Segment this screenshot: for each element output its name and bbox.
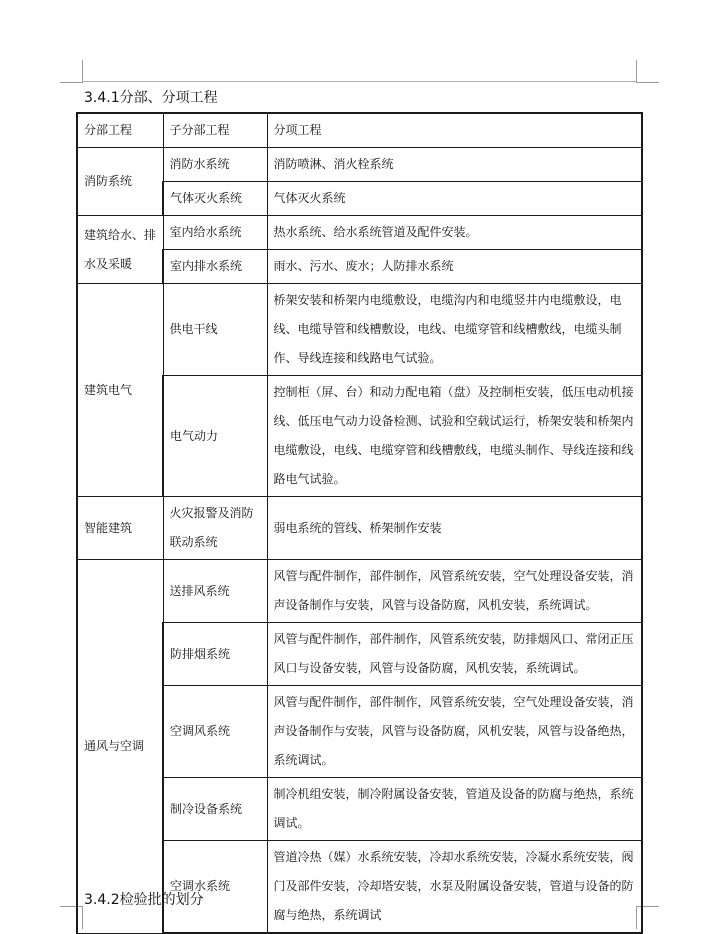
header-division: 分部工程: [77, 113, 163, 148]
items-cell: 制冷机组安装，制冷附属设备安装，管道及设备的防腐与绝热，系统调试。: [267, 778, 642, 841]
page-corner-mark: [636, 60, 659, 83]
division-cell: 建筑给水、排水及采暖: [77, 216, 163, 284]
subdivision-cell: 火灾报警及消防联动系统: [163, 497, 267, 560]
subdivision-cell: 电气动力: [163, 376, 267, 497]
table-row: [77, 497, 642, 560]
items-cell: 热水系统、给水系统管道及配件安装。: [267, 216, 642, 250]
items-cell: 桥架安装和桥架内电缆敷设，电缆沟内和电缆竖井内电缆敷设，电线、电缆导管和线槽敷设，电线、电缆穿管和线槽敷线，电缆头制作、导线连接和线路电气试验。: [267, 284, 642, 376]
subdivision-cell: 室内排水系统: [163, 250, 267, 284]
division-cell: 通风与空调: [77, 560, 163, 934]
section-heading: 3.4.1分部、分项工程: [84, 90, 218, 106]
engineering-division-table: [76, 112, 643, 934]
division-cell: 消防系统: [77, 148, 163, 216]
subdivision-cell: 室内给水系统: [163, 216, 267, 250]
subdivision-cell: 气体灭火系统: [163, 182, 267, 216]
subdivision-cell: 制冷设备系统: [163, 778, 267, 841]
table-row: [77, 148, 642, 182]
table-row: [77, 560, 642, 623]
subdivision-cell: 供电干线: [163, 284, 267, 376]
items-cell: 气体灭火系统: [267, 182, 642, 216]
table-header-row: [77, 113, 642, 148]
items-cell: 风管与配件制作，部件制作，风管系统安装，空气处理设备安装，消声设备制作与安装，风管与设备防腐，风机安装，风管与设备绝热，系统调试。: [267, 686, 642, 778]
items-cell: 弱电系统的管线、桥架制作安装: [267, 497, 642, 560]
items-cell: 管道冷热（媒）水系统安装，冷却水系统安装，冷凝水系统安装，阀门及部件安装，冷却塔安装，水泵及附属设备安装，管道与设备的防腐与绝热，系统调试: [267, 841, 642, 934]
subdivision-cell: 送排风系统: [163, 560, 267, 623]
table-row: [77, 284, 642, 376]
items-cell: 消防喷淋、消火栓系统: [267, 148, 642, 182]
subdivision-cell: 空调水系统: [163, 841, 267, 934]
subdivision-cell: 防排烟系统: [163, 623, 267, 686]
next-section-heading: 3.4.2检验批的划分: [84, 892, 204, 908]
items-cell: 风管与配件制作，部件制作，风管系统安装，空气处理设备安装，消声设备制作与安装，风管与设备防腐，风机安装，系统调试。: [267, 560, 642, 623]
header-items: 分项工程: [267, 113, 642, 148]
items-cell: 风管与配件制作，部件制作，风管系统安装，防排烟风口、常闭正压风口与设备安装，风管与设备防腐，风机安装，系统调试。: [267, 623, 642, 686]
subdivision-cell: 空调风系统: [163, 686, 267, 778]
division-cell: 建筑电气: [77, 284, 163, 497]
header-rule: [82, 81, 636, 82]
division-cell: 智能建筑: [77, 497, 163, 560]
page-corner-mark: [60, 60, 83, 83]
items-cell: 雨水、污水、废水；人防排水系统: [267, 250, 642, 284]
items-cell: 控制柜（屏、台）和动力配电箱（盘）及控制柜安装，低压电动机接线、低压电气动力设备检测、试验和空载试运行，桥架安装和桥架内电缆敷设，电线、电缆穿管和线槽敷线，电缆头制作、导线连接和线路电气试验。: [267, 376, 642, 497]
subdivision-cell: 消防水系统: [163, 148, 267, 182]
table-row: [77, 216, 642, 250]
header-subdivision: 子分部工程: [163, 113, 267, 148]
